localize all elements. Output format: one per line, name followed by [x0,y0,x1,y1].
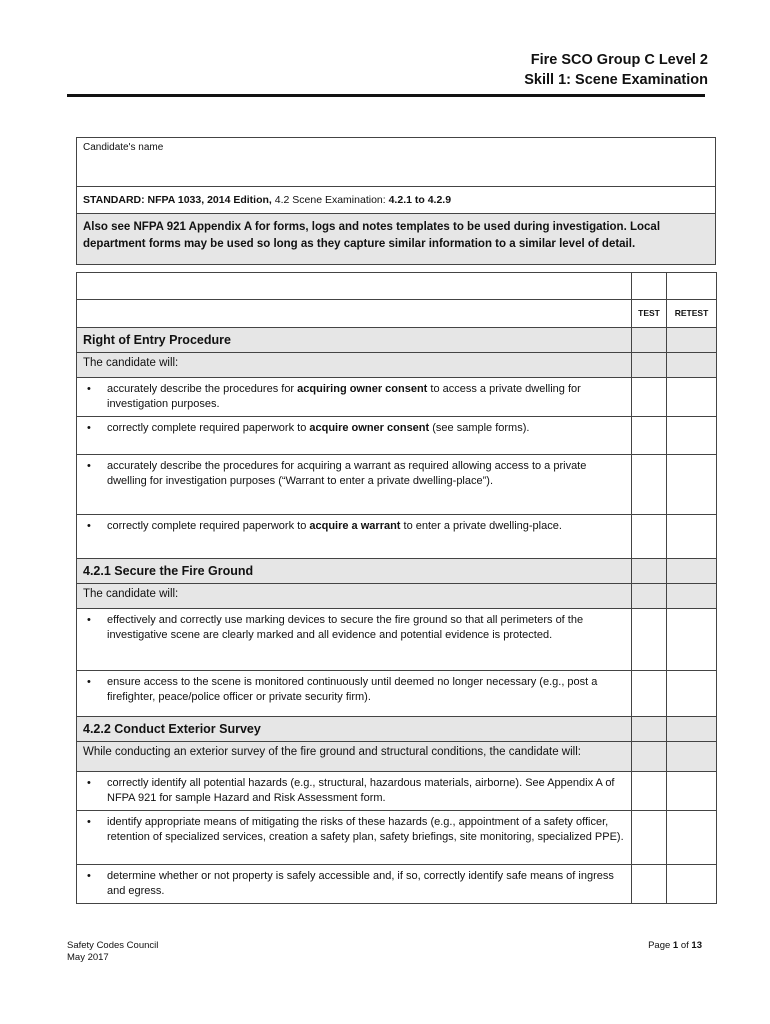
test-cell[interactable] [632,515,667,559]
header-subtitle: Skill 1: Scene Examination [524,72,708,88]
test-cell[interactable] [632,772,667,811]
criterion-text: • accurately describe the procedures for acquiring a warrant as required allowing access to a private dwelling for investigation purposes (“Warrant to enter a private dwelling-place”). [77,455,632,515]
test-cell[interactable] [632,417,667,455]
bullet-icon: • [87,676,91,688]
document-header [524,50,708,90]
section-intro: The candidate will: [77,353,632,378]
standard-range: 4.2.1 to 4.2.9 [388,194,452,206]
criterion-text: • identify appropriate means of mitigating the risks of these hazards (e.g., appointment of a safety officer, retention of specialized services, creation a safety plan, safety briefings, site monitoring, specialized PPE). [77,811,632,865]
criterion-text: • ensure access to the scene is monitored continuously until deemed no longer necessary (e.g., post a firefighter, peace/police officer or private security firm). [77,671,632,717]
section-intro-row [77,584,717,609]
retest-cell[interactable] [667,417,717,455]
retest-cell[interactable] [667,811,717,865]
retest-cell[interactable] [667,515,717,559]
retest-cell[interactable] [667,671,717,717]
section-intro: While conducting an exterior survey of the fire ground and structural conditions, the candidate will: [77,742,632,772]
criterion-row [77,378,717,417]
bullet-icon: • [87,777,91,789]
bullet-icon: • [87,422,91,434]
grid-top-row [77,273,717,300]
column-retest-header: RETEST [667,300,717,328]
test-cell[interactable] [632,455,667,515]
section-intro-row [77,742,717,772]
section-header-row [77,559,717,584]
retest-cell[interactable] [667,609,717,671]
candidate-name-label: Candidate's name [83,142,164,153]
standard-edition: STANDARD: NFPA 1033, 2014 Edition, [83,194,272,206]
criterion-text: • accurately describe the procedures for acquiring owner consent to access a private dwelling for investigation purposes. [77,378,632,417]
criterion-text: • effectively and correctly use marking devices to secure the fire ground so that all perimeters of the investigative scene are clearly marked and all evidence and potential evidence is protected. [77,609,632,671]
test-cell[interactable] [632,609,667,671]
criterion-text: • correctly identify all potential hazards (e.g., structural, hazardous materials, airborne). See Appendix A of NFPA 921 for sample Hazard and Risk Assessment form. [77,772,632,811]
section-intro: The candidate will: [77,584,632,609]
standard-row [77,187,716,214]
footer-date: May 2017 [67,952,109,963]
criterion-row [77,417,717,455]
criterion-row [77,515,717,559]
bullet-icon: • [87,460,91,472]
section-title: 4.2.2 Conduct Exterior Survey [77,717,632,742]
criterion-text: • correctly complete required paperwork to acquire owner consent (see sample forms). [77,417,632,455]
section-intro-row [77,353,717,378]
criterion-row [77,811,717,865]
criterion-row [77,609,717,671]
criterion-row [77,865,717,904]
criterion-text: • correctly complete required paperwork to acquire a warrant to enter a private dwelling-place. [77,515,632,559]
also-see-note: Also see NFPA 921 Appendix A for forms, logs and notes templates to be used during investigation. Local department forms may be used so long as they capture similar information to a similar level of detail. [77,214,716,265]
criterion-row [77,671,717,717]
section-header-row [77,717,717,742]
criterion-text: • determine whether or not property is safely accessible and, if so, correctly identify safe means of ingress and egress. [77,865,632,904]
evaluation-grid [76,272,717,904]
grid-header-row [77,300,717,328]
candidate-name-field[interactable] [77,138,716,187]
bullet-icon: • [87,383,91,395]
page-number: Page 1 of 13 [648,940,702,951]
header-title: Fire SCO Group C Level 2 [530,52,708,68]
section-title: Right of Entry Procedure [77,328,632,353]
candidate-info-table [76,137,716,265]
section-title: 4.2.1 Secure the Fire Ground [77,559,632,584]
test-cell[interactable] [632,865,667,904]
bullet-icon: • [87,614,91,626]
test-cell[interactable] [632,378,667,417]
retest-cell[interactable] [667,455,717,515]
bullet-icon: • [87,870,91,882]
column-test-header: TEST [632,300,667,328]
retest-cell[interactable] [667,865,717,904]
test-cell[interactable] [632,811,667,865]
header-divider [67,94,705,97]
footer-org-name: Safety Codes Council [67,940,159,951]
footer-org [67,940,158,964]
test-cell[interactable] [632,671,667,717]
bullet-icon: • [87,816,91,828]
retest-cell[interactable] [667,772,717,811]
standard-scene: 4.2 Scene Examination: [271,194,389,206]
retest-cell[interactable] [667,378,717,417]
criterion-row [77,455,717,515]
bullet-icon: • [87,520,91,532]
criterion-row [77,772,717,811]
section-header-row [77,328,717,353]
